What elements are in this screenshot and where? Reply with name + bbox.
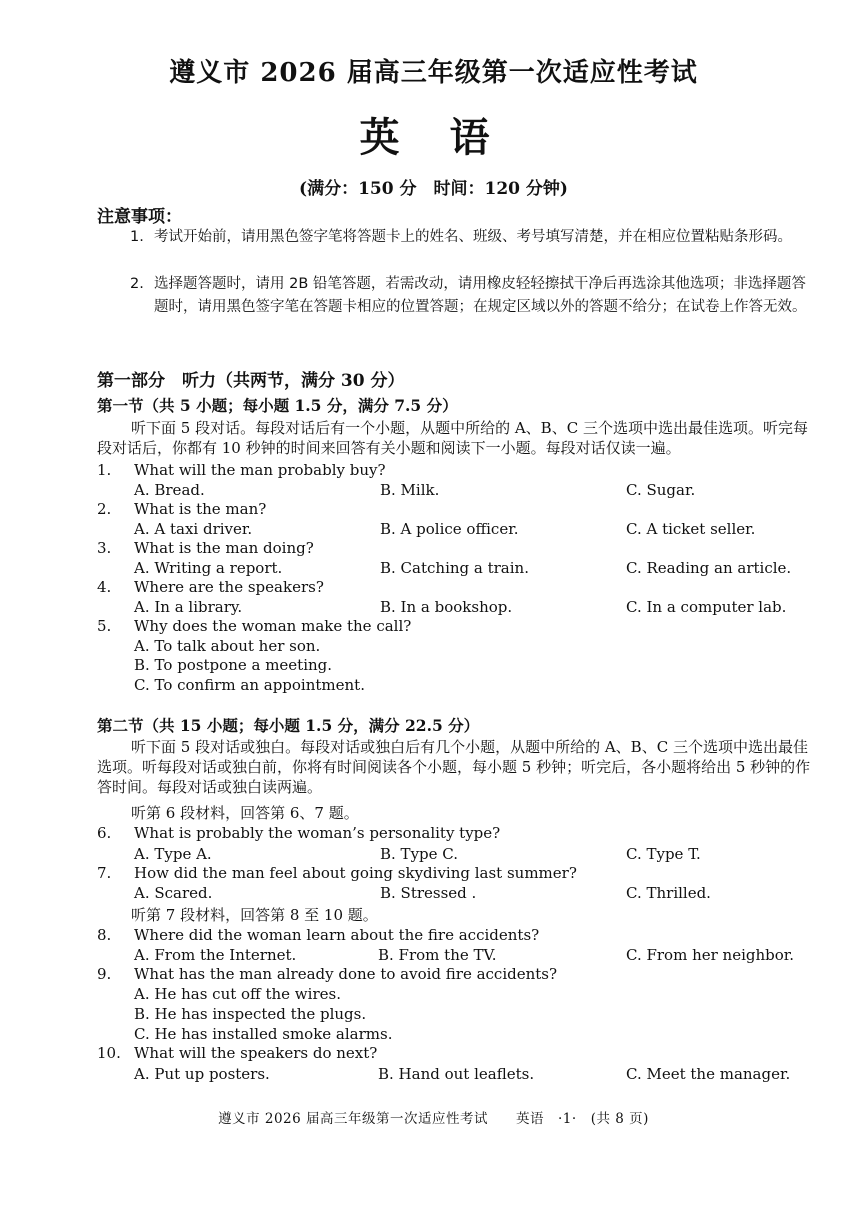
- option-c: C. A ticket seller.: [626, 520, 756, 538]
- question-number: 1.: [97, 461, 112, 479]
- notice-item-number: 2.: [130, 276, 144, 292]
- material-6-note: 听第 6 段材料，回答第 6、7 题。: [131, 804, 359, 822]
- option-c: C. Meet the manager.: [626, 1065, 791, 1083]
- question-8: [97, 926, 837, 946]
- question-stem: What has the man already done to avoid fire accidents?: [134, 965, 558, 983]
- option-c: C. Thrilled.: [626, 884, 711, 902]
- page-footer: 遵义市 2026 届高三年级第一次适应性考试 英语 ·1· (共 8 页): [218, 1111, 649, 1127]
- section-one-heading: 第一节（共 5 小题；每小题 1.5 分，满分 7.5 分）: [97, 396, 458, 415]
- option-a: A. Writing a report.: [134, 559, 283, 577]
- question-number: 4.: [97, 578, 112, 596]
- option-c: C. From her neighbor.: [626, 946, 795, 964]
- option-a: A. A taxi driver.: [134, 520, 253, 538]
- option-b: B. From the TV.: [378, 946, 497, 964]
- option-b: B. Milk.: [380, 481, 440, 499]
- option-c: C. Reading an article.: [626, 559, 792, 577]
- notice-heading: 注意事项：: [97, 207, 182, 227]
- score-time-info: (满分：150 分 时间：120 分钟): [299, 179, 568, 199]
- option-a: A. Scared.: [134, 884, 213, 902]
- option-c: C. In a computer lab.: [626, 598, 787, 616]
- question-stem: Where did the woman learn about the fire accidents?: [134, 926, 540, 944]
- exam-title: 遵义市 2026 届高三年级第一次适应性考试: [169, 58, 698, 88]
- option-a: A. Bread.: [134, 481, 205, 499]
- question-number: 5.: [97, 617, 112, 635]
- option-b: B. Hand out leaflets.: [378, 1065, 535, 1083]
- question-9: [97, 965, 837, 985]
- question-number: 2.: [97, 500, 112, 518]
- notice-item-text: 考试开始前，请用黑色签字笔将答题卡上的姓名、班级、考号填写清楚，并在相应位置粘贴条形码。: [154, 229, 792, 245]
- material-7-note: 听第 7 段材料，回答第 8 至 10 题。: [131, 906, 378, 924]
- option-a: A. From the Internet.: [134, 946, 297, 964]
- option-b: B. To postpone a meeting.: [134, 656, 333, 674]
- option-a: A. Put up posters.: [134, 1065, 270, 1083]
- question-7: [97, 864, 837, 884]
- question-4: [97, 578, 837, 598]
- section-two-instructions: 听下面 5 段对话或独白。每段对话或独白后有几个小题，从题中所给的 A、B、C 三个选项中选出最佳选项。听每段对话或独白前，你将有时间阅读各个小题，每小题 5 秒钟；听完后，各小题将给出 5 秒钟的作答时间。每段对话或独白读两遍。: [97, 738, 811, 796]
- option-a: A. To talk about her son.: [134, 637, 321, 655]
- option-c: C. To confirm an appointment.: [134, 676, 365, 694]
- option-c: C. He has installed smoke alarms.: [134, 1025, 393, 1043]
- question-stem: How did the man feel about going skydiving last summer?: [134, 864, 577, 882]
- question-stem: What is probably the woman’s personality type?: [134, 824, 501, 842]
- notice-item-1: [130, 226, 820, 249]
- question-stem: What will the man probably buy?: [134, 461, 386, 479]
- part-one-heading: 第一部分 听力（共两节，满分 30 分）: [97, 371, 405, 391]
- question-number: 8.: [97, 926, 112, 944]
- option-a: A. He has cut off the wires.: [134, 985, 341, 1003]
- notice-item-number: 1.: [130, 229, 144, 245]
- notice-item-2: [130, 273, 820, 319]
- question-stem: Why does the woman make the call?: [134, 617, 412, 635]
- question-stem: Where are the speakers?: [134, 578, 324, 596]
- question-number: 6.: [97, 824, 112, 842]
- option-a: A. In a library.: [134, 598, 243, 616]
- question-number: 9.: [97, 965, 112, 983]
- question-stem: What is the man doing?: [134, 539, 314, 557]
- question-6: [97, 824, 837, 844]
- option-c: C. Type T.: [626, 845, 701, 863]
- option-b: B. He has inspected the plugs.: [134, 1005, 367, 1023]
- section-two-heading: 第二节（共 15 小题；每小题 1.5 分，满分 22.5 分）: [97, 716, 480, 735]
- question-number: 10.: [97, 1044, 121, 1062]
- question-stem: What is the man?: [134, 500, 267, 518]
- question-number: 3.: [97, 539, 112, 557]
- option-b: B. Stressed .: [380, 884, 477, 902]
- section-one-instructions: 听下面 5 段对话。每段对话后有一个小题，从题中所给的 A、B、C 三个选项中选出最佳选项。听完每段对话后，你都有 10 秒钟的时间来回答有关小题和阅读下一小题。每段对话仅读一遍。: [97, 419, 808, 457]
- option-b: B. In a bookshop.: [380, 598, 513, 616]
- option-c: C. Sugar.: [626, 481, 696, 499]
- option-a: A. Type A.: [134, 845, 212, 863]
- question-10: [97, 1044, 837, 1064]
- option-b: B. A police officer.: [380, 520, 519, 538]
- question-3: [97, 539, 837, 559]
- option-b: B. Type C.: [380, 845, 458, 863]
- question-5: [97, 617, 837, 637]
- subject-title: 英 语: [359, 114, 508, 161]
- question-2: [97, 500, 837, 520]
- notice-item-text: 选择题答题时，请用 2B 铅笔答题，若需改动，请用橡皮轻轻擦拭干净后再选涂其他选项；非选择题答题时，请用黑色签字笔在答题卡相应的位置答题；在规定区域以外的答题不给分；在试卷上作答无效。: [154, 276, 807, 315]
- question-stem: What will the speakers do next?: [134, 1044, 378, 1062]
- question-1: [97, 461, 837, 481]
- question-number: 7.: [97, 864, 112, 882]
- option-b: B. Catching a train.: [380, 559, 529, 577]
